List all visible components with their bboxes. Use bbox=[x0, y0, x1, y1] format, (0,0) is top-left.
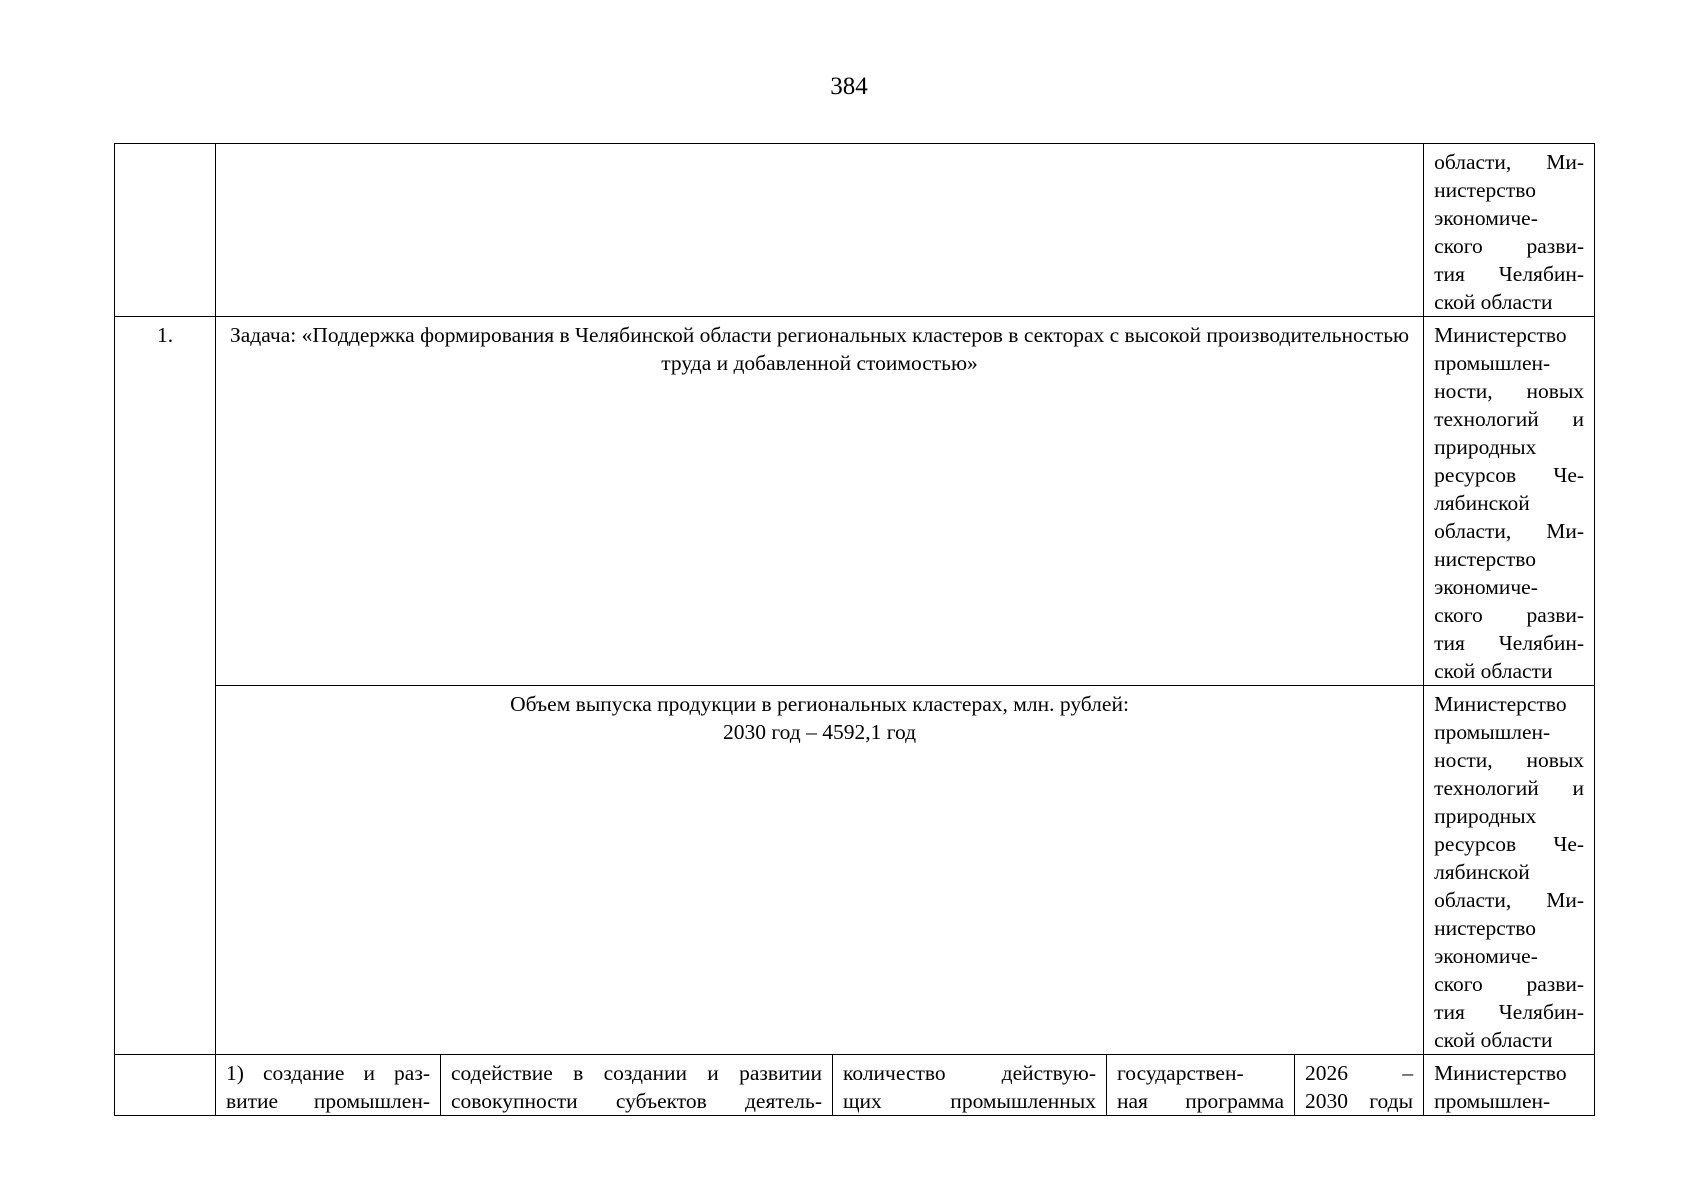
table-row-measure bbox=[115, 1055, 1595, 1116]
measure-content-cell bbox=[441, 1055, 833, 1116]
measure-name-cell bbox=[216, 1055, 441, 1116]
task-text: Задача: «Поддержка формирования в Челябинской области региональных кластеров в секторах с высокой производительностью труда и добавленной стоимостью» bbox=[216, 317, 1424, 686]
responsible-line: Министерство bbox=[1434, 1061, 1567, 1085]
responsible-line: экономиче- bbox=[1434, 206, 1538, 230]
indicator-cell bbox=[216, 686, 1424, 1055]
responsible-line: ности, новых bbox=[1434, 379, 1585, 403]
cell-line: содействие в создании и развитии bbox=[451, 1061, 822, 1085]
cell-line: совокупности субъектов деятель- bbox=[451, 1089, 822, 1113]
plan-table bbox=[114, 143, 1595, 1116]
responsible-line: промышлен- bbox=[1434, 1089, 1551, 1113]
table-row-task bbox=[115, 317, 1595, 686]
responsible-line: области, Ми- bbox=[1434, 519, 1585, 543]
responsible-line: ского разви- bbox=[1434, 234, 1585, 258]
number-cell bbox=[115, 1055, 216, 1116]
table-row-indicator bbox=[115, 686, 1595, 1055]
responsible-line: промышлен- bbox=[1434, 720, 1551, 744]
responsible-line: тия Челябин- bbox=[1434, 631, 1585, 655]
task-number: 1. bbox=[115, 317, 216, 1055]
cell-line: 2030 годы bbox=[1305, 1089, 1414, 1113]
responsible-line: тия Челябин- bbox=[1434, 262, 1585, 286]
responsible-line: ской области bbox=[1434, 1028, 1553, 1052]
content-cell bbox=[216, 144, 1424, 317]
responsible-line: лябинской bbox=[1434, 491, 1530, 515]
cell-line: количество действую- bbox=[843, 1061, 1096, 1085]
responsible-line: нистерство bbox=[1434, 178, 1536, 202]
cell-line: витие промышлен- bbox=[226, 1089, 430, 1113]
responsible-line: ресурсов Че- bbox=[1434, 463, 1585, 487]
responsible-line: ресурсов Че- bbox=[1434, 832, 1585, 856]
responsible-line: природных bbox=[1434, 804, 1537, 828]
responsible-cell bbox=[1424, 1055, 1595, 1116]
cell-line: 2026 – bbox=[1305, 1061, 1414, 1085]
responsible-line: ности, новых bbox=[1434, 748, 1585, 772]
cell-line: щих промышленных bbox=[843, 1089, 1096, 1113]
responsible-line: Министерство bbox=[1434, 692, 1567, 716]
responsible-line: области, Ми- bbox=[1434, 150, 1585, 174]
responsible-line: технологий и bbox=[1434, 776, 1585, 800]
measure-indicator-cell bbox=[833, 1055, 1107, 1116]
table-row-continuation bbox=[115, 144, 1595, 317]
responsible-line: ского разви- bbox=[1434, 603, 1585, 627]
responsible-line: Министерство bbox=[1434, 323, 1567, 347]
responsible-line: ской области bbox=[1434, 290, 1553, 314]
cell-line: государствен- bbox=[1117, 1061, 1244, 1085]
responsible-line: области, Ми- bbox=[1434, 888, 1585, 912]
number-cell bbox=[115, 144, 216, 317]
responsible-line: промышлен- bbox=[1434, 351, 1551, 375]
responsible-line: нистерство bbox=[1434, 916, 1536, 940]
indicator-value: 2030 год – 4592,1 год bbox=[722, 720, 917, 744]
page-number: 384 bbox=[830, 73, 868, 100]
responsible-line: ского разви- bbox=[1434, 972, 1585, 996]
responsible-cell bbox=[1424, 686, 1595, 1055]
responsible-line: природных bbox=[1434, 435, 1537, 459]
cell-line: 1) создание и раз- bbox=[226, 1061, 430, 1085]
indicator-title: Объем выпуска продукции в региональных кластерах, млн. рублей: bbox=[510, 692, 1129, 716]
measure-source-cell bbox=[1107, 1055, 1295, 1116]
responsible-cell bbox=[1424, 317, 1595, 686]
responsible-line: тия Челябин- bbox=[1434, 1000, 1585, 1024]
measure-period-cell bbox=[1295, 1055, 1424, 1116]
cell-line: ная программа bbox=[1117, 1089, 1284, 1113]
responsible-line: технологий и bbox=[1434, 407, 1585, 431]
responsible-cell bbox=[1424, 144, 1595, 317]
responsible-line: ской области bbox=[1434, 659, 1553, 683]
responsible-line: лябинской bbox=[1434, 860, 1530, 884]
responsible-line: экономиче- bbox=[1434, 575, 1538, 599]
responsible-line: нистерство bbox=[1434, 547, 1536, 571]
responsible-line: экономиче- bbox=[1434, 944, 1538, 968]
